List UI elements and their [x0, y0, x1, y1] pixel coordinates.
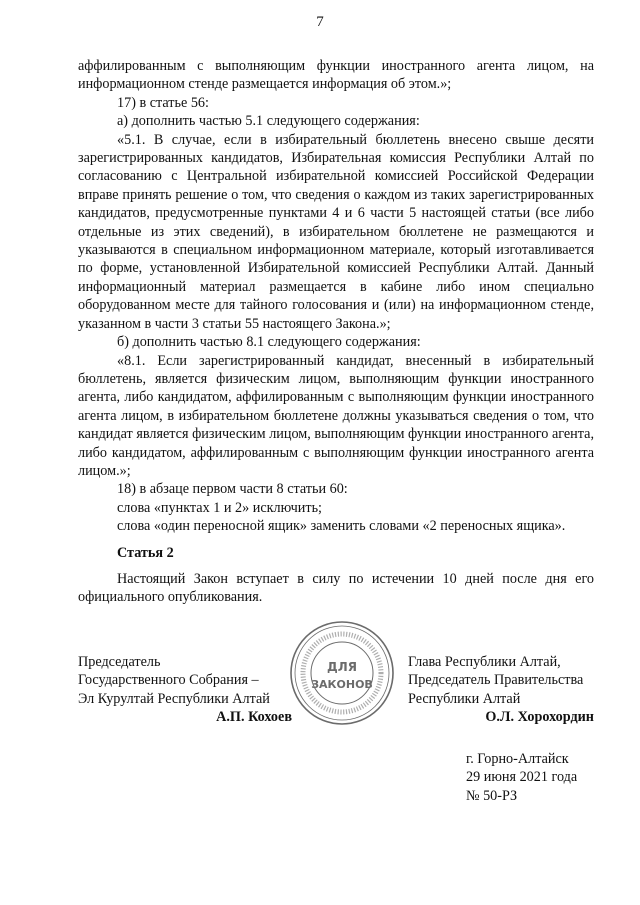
signatory-title-line: Республики Алтай [408, 690, 521, 707]
document-body [78, 57, 594, 607]
stamp-text: ЗАКОНОВ [311, 678, 373, 691]
paragraph: а) дополнить частью 5.1 следующего содержания: [117, 113, 420, 130]
article-text: Настоящий Закон вступает в силу по истечении 10 дней после дня его официального опубликования. [78, 570, 594, 606]
signatory-name: О.Л. Хорохордин [485, 709, 594, 726]
stamp-text: ДЛЯ [327, 660, 357, 674]
city: г. Горно-Алтайск [466, 751, 569, 767]
law-number: № 50-РЗ [466, 787, 518, 804]
signatory-title-line: Председатель [78, 654, 161, 670]
signature-block-right [408, 653, 594, 727]
signatory-title-line: Государственного Собрания – [78, 672, 259, 689]
paragraph: «5.1. В случае, если в избирательный бюллетень внесено свыше десяти зарегистрированных кандидатов, Избирательная комиссия Республики Алтай по согласованию с Центральной избирательной комиссией Российской Федерации вправе принять решение о том, что сведения о каждом из таких зарегистрированных кандидатов, предусмотренные пунктами 4 и 6 части 5 настоящей статьи (все либо отдельные из этих сведений), в избирательном бюллетене не размещаются и указываются в специальном информационном материале, который изготавливается по форме, установленной Избирательной комиссией Республики Алтай. Данный информационный материал размещается в кабине либо ином специально оборудованном месте для тайного голосования и (или) на информационном стенде, указанном в части 3 статьи 55 настоящего Закона.»; [78, 131, 594, 332]
signatory-title-line: Эл Курултай Республики Алтай [78, 690, 270, 707]
date: 29 июня 2021 года [466, 769, 578, 786]
paragraph: б) дополнить частью 8.1 следующего содержания: [117, 334, 421, 351]
paragraph: слова «пунктах 1 и 2» исключить; [117, 499, 322, 516]
signatory-title-line: Председатель Правительства [408, 672, 584, 689]
paragraph: слова «один переносной ящик» заменить словами «2 переносных ящика». [117, 518, 566, 535]
article-heading: Статья 2 [117, 544, 174, 561]
paragraph: аффилированным с выполняющим функции иностранного агента лицом, на информационном стенде размещается информация об этом.»; [78, 58, 594, 93]
signatory-title-line: Глава Республики Алтай, [408, 654, 561, 670]
signature-block-left [78, 653, 292, 727]
paragraph: «8.1. Если зарегистрированный кандидат, внесенный в избирательный бюллетень, является физическим лицом, выполняющим функции иностранного агента, либо кандидатом, аффилированным с выполняющим функции иностранного агента лицом, в избирательном бюллетене должны указываться сведения о том, что кандидат является физическим лицом, выполняющим функции иностранного агента, либо кандидатом, аффилированным с выполняющим функции иностранного агента лицом.»; [78, 352, 594, 479]
paragraph: 17) в статье 56: [117, 94, 209, 111]
page-number: 7 [316, 14, 324, 30]
paragraph: 18) в абзаце первом части 8 статьи 60: [117, 481, 348, 498]
signatory-name: А.П. Кохоев [216, 709, 292, 726]
place-date-number [466, 750, 577, 805]
stamp-seal [289, 620, 395, 726]
